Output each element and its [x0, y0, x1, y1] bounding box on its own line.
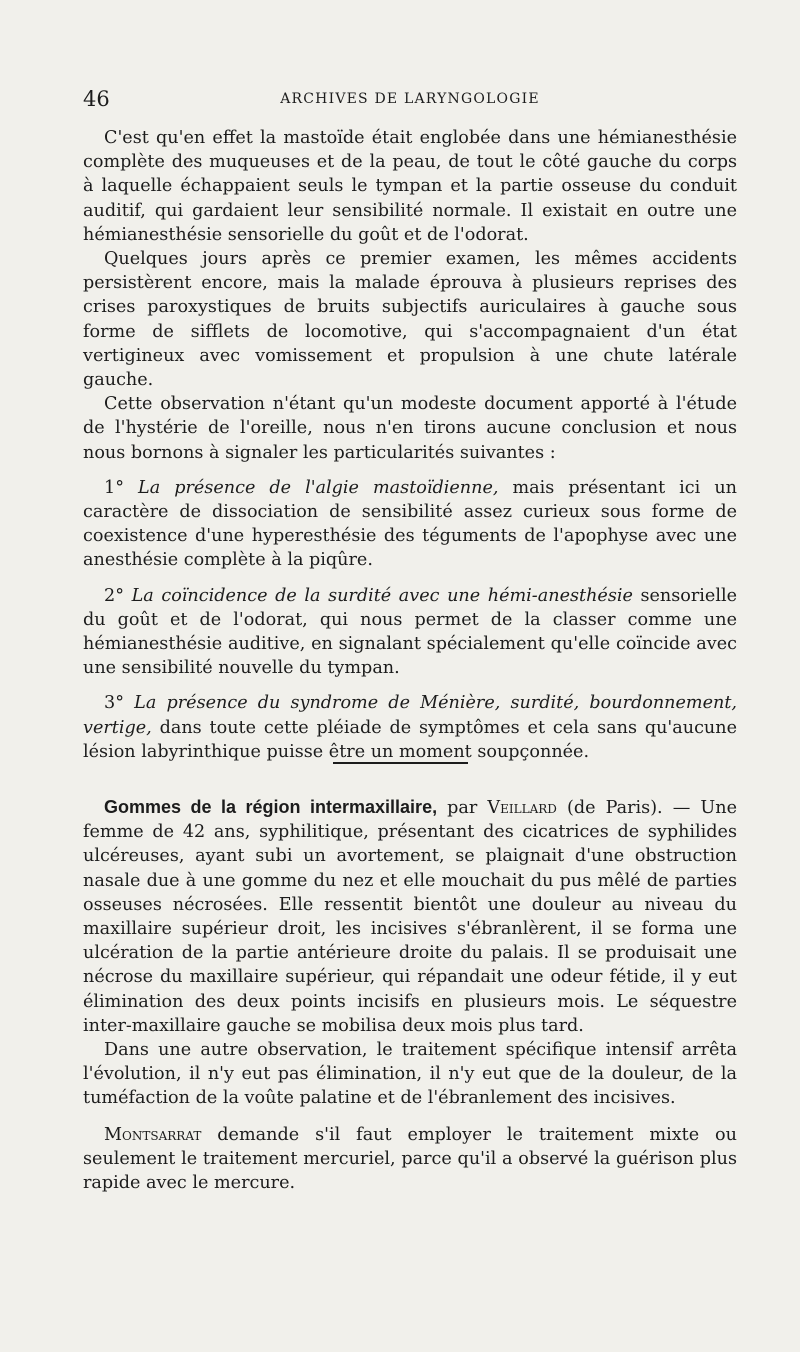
item-number: 1°: [104, 477, 124, 498]
article-body: (de Paris). — Une femme de 42 ans, syphilitique, présentant des cicatrices de syphilides ulcéreuses, ayant subi un avortement, se plaignait d'une obstruction nasale due à une gomme du nez et elle mouchait du pus mêlé de parties osseuses nécrosées. Elle ressentit bientôt une douleur au niveau du maxillaire supérieur droit, les incisives s'ébranlèrent, il se forma une ulcération de la partie antérieure droite du palais. Il se produisait une nécrose du maxillaire supérieur, qui répandait une odeur fétide, il y eut élimination des deux points incisifs en plusieurs mois. Le séquestre inter-maxillaire gauche se mobilisa deux mois plus tard.: [83, 798, 737, 1036]
item-italic-lead: La présence de l'algie mastoïdienne,: [138, 477, 499, 498]
article-title: Gommes de la région intermaxillaire,: [104, 797, 438, 817]
section-hysteria-observation: [83, 126, 737, 764]
author-name: Veillard: [487, 798, 557, 818]
running-title: ARCHIVES DE LARYNGOLOGIE: [280, 91, 540, 107]
article-paragraph-1: [83, 795, 737, 1038]
discussant-name: Montsarrat: [104, 1124, 202, 1145]
discussion-paragraph: [83, 1123, 737, 1196]
item-number: 2°: [104, 585, 124, 606]
item-text: sensorielle du goût et de l'odorat, qui nous permet de la classer comme une hémianesthésie auditive, en signalant spécialement qu'elle coïncide avec une sensibilité nouvelle du tympan.: [83, 585, 737, 679]
discussion-text: demande s'il faut employer le traitement mixte ou seulement le traitement mercuriel, parce qu'il a observé la guérison plus rapide avec le mercure.: [83, 1124, 737, 1194]
item-italic-lead: La présence du syndrome de Ménière, surdité, bourdonnement, vertige,: [83, 693, 737, 738]
page-header: [83, 84, 737, 114]
list-item-2: [83, 584, 737, 681]
item-number: 3°: [104, 693, 124, 714]
item-italic-lead: La coïncidence de la surdité avec une hémi-anesthésie: [131, 585, 633, 606]
page-number: 46: [83, 87, 110, 111]
paragraph-3: Cette observation n'étant qu'un modeste document apporté à l'étude de l'hystérie de l'oreille, nous n'en tirons aucune conclusion et nous nous bornons à signaler les particularités suivantes :: [83, 394, 737, 463]
item-text: mais présentant ici un caractère de dissociation de sensibilité assez curieux sous forme de coexistence d'une hyperesthésie des téguments de l'apophyse avec une anesthésie complète à la piqûre.: [83, 477, 737, 571]
section-gommes-intermaxillaire: [83, 795, 737, 1195]
list-item-1: [83, 476, 737, 573]
section-divider: [333, 762, 468, 764]
item-text: dans toute cette pléiade de symptômes et cela sans qu'aucune lésion labyrinthique puisse être un moment soupçonnée.: [83, 717, 737, 762]
paragraph-2: Quelques jours après ce premier examen, les mêmes accidents persistèrent encore, mais la malade éprouva à plusieurs reprises des crises paroxystiques de bruits subjectifs auriculaires à gauche sous forme de sifflets de locomotive, qui s'accompagnaient d'un état vertigineux avec vomissement et propulsion à une chute latérale gauche.: [83, 249, 737, 391]
byline-connector: par: [437, 798, 488, 818]
paragraph-1: C'est qu'en effet la mastoïde était englobée dans une hémianesthésie complète des muqueuses et de la peau, de tout le côté gauche du corps à laquelle échappaient seuls le tympan et la partie osseuse du conduit auditif, qui gardaient leur sensibilité normale. Il existait en outre une hémianesthésie sensorielle du goût et de l'odorat.: [83, 128, 737, 245]
article-paragraph-2: Dans une autre observation, le traitement spécifique intensif arrêta l'évolution, il n'y eut pas élimination, il n'y eut que de la douleur, de la tuméfaction de la voûte palatine et de l'ébranlement des incisives.: [83, 1040, 737, 1109]
list-item-3: [83, 691, 737, 764]
